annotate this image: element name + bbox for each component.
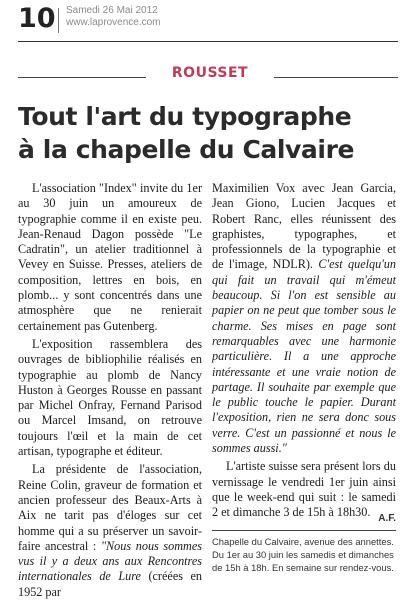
- article-column-right: [212, 181, 396, 521]
- page-number: 10: [18, 3, 56, 34]
- practical-info: Chapelle du Calvaire, avenue des annettes. Du 1er au 30 juin les samedis et dimanches de 15h à 18h. En semaine sur rendez-vous.: [212, 536, 394, 574]
- section-rubric: [18, 64, 398, 84]
- headline-line-1: Tout l'art du typographe: [18, 102, 352, 131]
- edition-date: Samedi 26 Mai 2012: [66, 5, 158, 16]
- article-headline: [18, 100, 408, 166]
- paragraph-exhibition: L'exposition rassemblera des ouvrages de bibliophilie réalisés en typographie au plomb de Nancy Huston à Georges Rousse en passant par Michel Onfray, Fernand Parisod ou Marcel Imsand, on retrouve toujours l'œil et la main de cet artisan, typographe et éditeur.: [18, 336, 202, 459]
- section-label: ROUSSET: [171, 65, 249, 81]
- article-column-left: [18, 181, 202, 600]
- headline-line-2: à la chapelle du Calvaire: [18, 135, 355, 164]
- paragraph-rencontres: Maximilien Vox avec Jean Garcia, Jean Giono, Lucien Jacques et Robert Ranc, elles réunissent des graphistes, typographes, et professionnels de la typographie et de l'image, NDLR). C'est quelqu'un qui fait un travail qui m'émeut beaucoup. Si l'on est sensible au papier on ne peut que tomber sous le charme. Ses mises en page sont remarquables avec une harmonie particulière. Il a une approche intéressante et une vraie notion de partage. Il souhaite par exemple que le public touche le papier. Durant l'exposition, rien ne sera donc sous verre. C'est un passionné et nous le sommes aussi.": [212, 181, 396, 456]
- header-rule: [18, 41, 398, 42]
- rubric-line-left: [18, 77, 146, 78]
- page-header: [0, 0, 419, 44]
- header-separator: [58, 8, 59, 33]
- info-rule: [212, 530, 396, 531]
- president-quote: "Nous nous sommes vus il y a deux ans aux Rencontres internationales de Lure: [18, 538, 203, 584]
- author-signature: A.F.: [378, 513, 396, 524]
- paragraph-vernissage: L'artiste suisse sera présent lors du vernissage le vendredi 1er juin ainsi que le week-end qui suit : le samedi 2 et dimanche 3 de 15h à 18h30.: [212, 459, 396, 520]
- artist-quote: C'est quelqu'un qui fait un travail qui m'émeut beaucoup. Si l'on est sensible au papier on ne peut que tomber sous le charme. Ses mises en page sont remarquables avec une harmonie particulière. Il a une approche intéressante et une vraie notion de partage. Il souhaite par exemple que le public touche le papier. Durant l'exposition, rien ne sera donc sous verre. C'est un passionné et nous le sommes aussi.": [212, 257, 396, 456]
- paragraph-intro: L'association "Index" invite du 1er au 30 juin un amoureux de typographie comme il en existe peu. Jean-Renaud Dagon possède "Le Cadratin", un atelier traditionnel à Vevey en Suisse. Presses, ateliers de composition, lettres en bois, en plomb... y sont concentrés dans une atmosphère que ne renierait certainement pas Gutenberg.: [18, 181, 202, 333]
- paragraph-president: La présidente de l'association, Reine Colin, graveur de formation et ancien professeur des Beaux-Arts à Aix ne tarit pas d'éloges sur cet homme qui a su préserver un savoir-faire ancestral : "Nous nous sommes vus il y a deux ans aux Rencontres internationales de Lure (créées en 1952 par: [18, 462, 203, 599]
- website-url: www.laprovence.com: [66, 17, 161, 28]
- rubric-line-right: [274, 77, 398, 78]
